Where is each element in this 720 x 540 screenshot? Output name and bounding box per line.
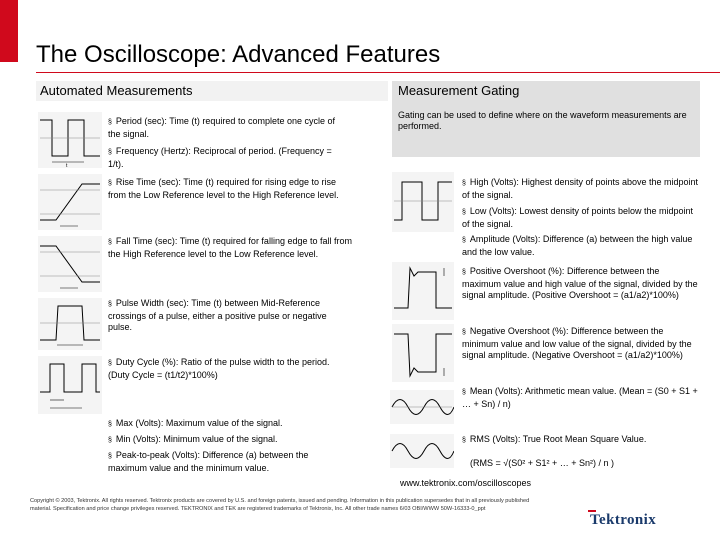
duty-cycle-waveform-figure [38,356,102,414]
list-item: § Amplitude (Volts): Difference (a) between the high value and the low value. [462,234,693,257]
website-url: www.tektronix.com/oscilloscopes [400,478,532,488]
list-item: § Frequency (Hertz): Reciprocal of period. (Frequency = 1/t). [108,146,332,169]
list-item: § Peak-to-peak (Volts): Difference (a) between the maximum value and the minimum value. [108,450,309,473]
accent-bar [0,0,18,62]
list-item: § Low (Volts): Lowest density of points below the midpoint of the signal. [462,206,694,229]
rms-formula: (RMS = √(S0² + S1² + … + Sn²) / n ) [470,458,614,468]
list-item: § Period (sec): Time (t) required to complete one cycle of the signal. [108,116,335,139]
rms-waveform-figure [390,434,454,468]
list-item: § Rise Time (sec): Time (t) required for rising edge to rise from the Low Reference level to the High Reference level. [108,177,339,200]
list-item: § Duty Cycle (%): Ratio of the pulse width to the period. (Duty Cycle = (t1/t2)*100%) [108,357,330,380]
right-heading: Measurement Gating [392,81,700,101]
list-item: § Fall Time (sec): Time (t) required for falling edge to fall from the High Reference level to the Low Reference level. [108,236,352,259]
tektronix-logo: Tektronix [590,512,657,528]
period-waveform-figure [38,112,102,168]
list-item: § Max (Volts): Maximum value of the signal. [108,418,283,428]
positive-overshoot-waveform-figure [392,262,454,320]
list-item: § Min (Volts): Minimum value of the signal. [108,434,278,444]
gating-text: Gating can be used to define where on the waveform measurements are performed. [398,110,687,131]
rise-time-waveform-figure [38,174,102,230]
list-item: § Pulse Width (sec): Time (t) between Mid-Reference crossings of a pulse, either a positive pulse or negative pulse. [108,298,327,332]
title-rule [36,72,720,73]
fall-time-waveform-figure [38,236,102,292]
slide-title: The Oscilloscope: Advanced Features [36,41,441,68]
mean-waveform-figure [390,390,454,424]
list-item: § RMS (Volts): True Root Mean Square Value. [462,434,647,444]
svg-text:t: t [66,163,68,168]
left-heading: Automated Measurements [36,81,388,101]
list-item: § Negative Overshoot (%): Difference between the minimum value and low value of the signal, divided by the signal amplitude. (Negative Overshoot = (a1/a2)*100%) [462,326,692,360]
high-low-waveform-figure [392,172,454,232]
copyright-footer: Copyright © 2003, Tektronix. All rights reserved. Tektronix products are covered by U.S. and foreign patents, issued and pending. Information in this publication supersedes that in all previously published material. Specification and price change privileges reserved. TEKTRONIX and TEK are registered trademarks of Tektronix, Inc. All other trade names 6/03 OBI/WWW 50W-16333-0_ppt [30,498,530,512]
list-item: § Positive Overshoot (%): Difference between the maximum value and high value of the signal, divided by the signal amplitude. (Positive Overshoot = (a1/a2)*100%) [462,266,698,300]
pulse-width-waveform-figure [38,298,102,350]
list-item: § Mean (Volts): Arithmetic mean value. (Mean = (S0 + S1 + … + Sn) / n) [462,386,698,409]
list-item: § High (Volts): Highest density of points above the midpoint of the signal. [462,177,699,200]
negative-overshoot-waveform-figure [392,324,454,382]
